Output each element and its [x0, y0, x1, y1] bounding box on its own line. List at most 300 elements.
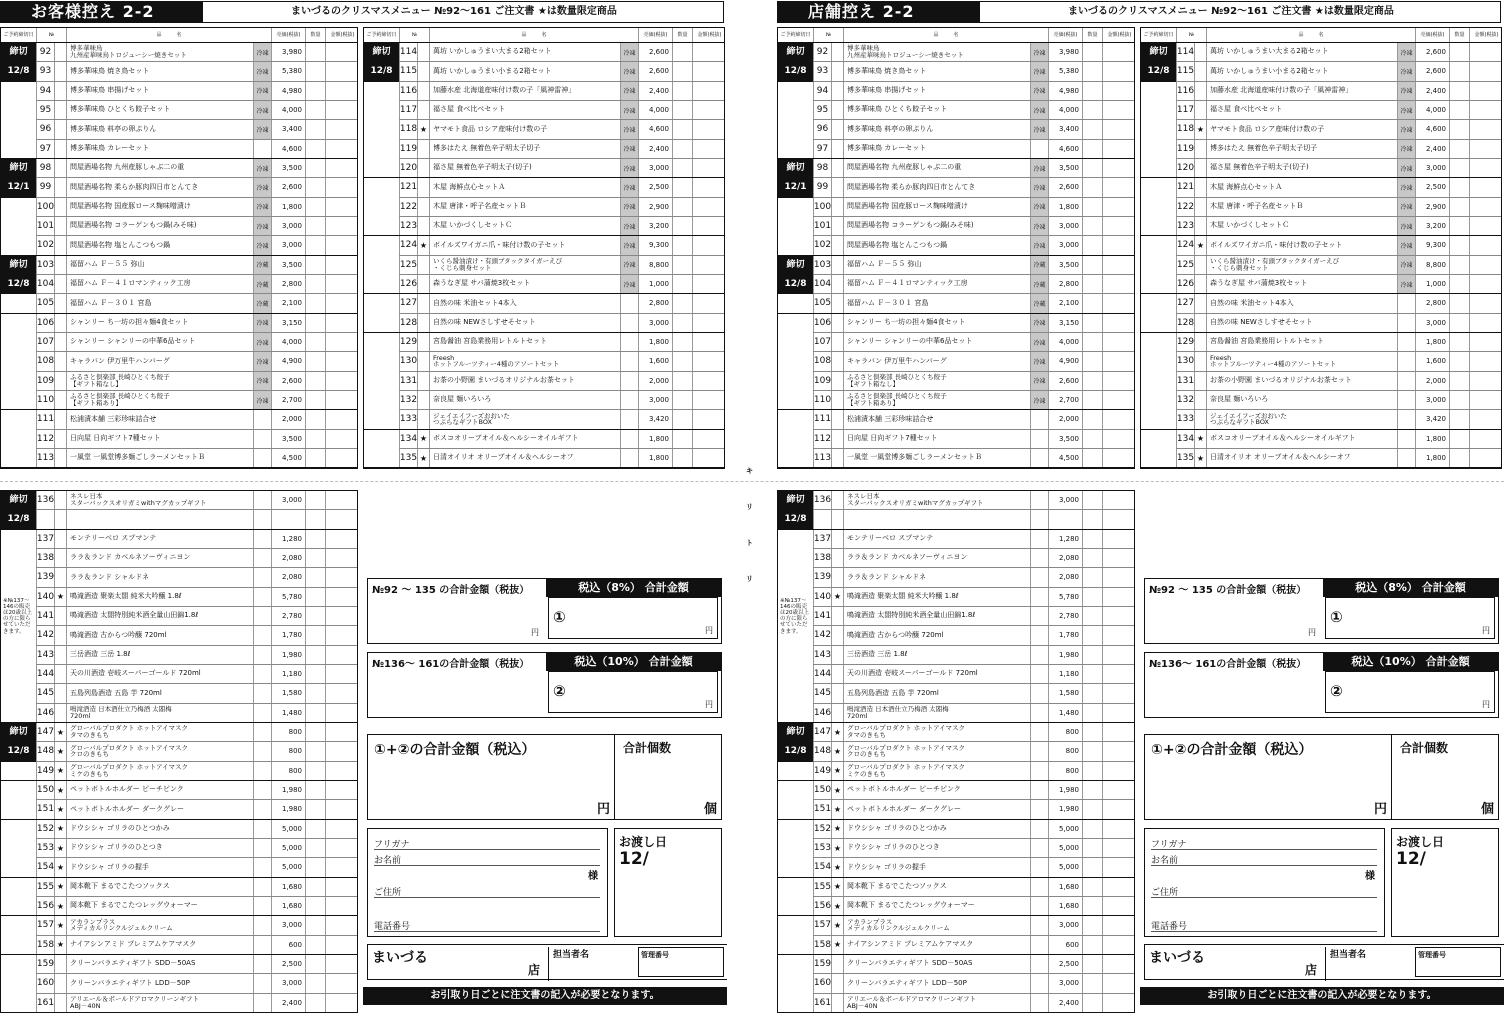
quantity-cell[interactable] — [1082, 43, 1102, 61]
amount-cell[interactable] — [1102, 916, 1136, 934]
amount-cell[interactable] — [1469, 101, 1503, 119]
quantity-cell[interactable] — [1449, 236, 1469, 254]
amount-cell[interactable] — [1102, 568, 1136, 586]
amount-cell[interactable] — [692, 43, 726, 61]
amount-cell[interactable] — [325, 762, 359, 780]
amount-cell[interactable] — [1469, 449, 1503, 467]
quantity-cell[interactable] — [305, 491, 325, 509]
quantity-cell[interactable] — [1082, 236, 1102, 254]
amount-cell[interactable] — [325, 120, 359, 138]
quantity-cell[interactable] — [1082, 62, 1102, 80]
amount-cell[interactable] — [1102, 120, 1136, 138]
amount-cell[interactable] — [1102, 510, 1136, 528]
quantity-cell[interactable] — [1449, 159, 1469, 177]
quantity-cell[interactable] — [305, 198, 325, 216]
furigana-field[interactable] — [374, 849, 600, 850]
quantity-cell[interactable] — [1082, 159, 1102, 177]
amount-cell[interactable] — [325, 839, 359, 857]
quantity-cell[interactable] — [1082, 256, 1102, 274]
quantity-cell[interactable] — [1449, 333, 1469, 351]
quantity-cell[interactable] — [1082, 607, 1102, 625]
quantity-cell[interactable] — [1082, 858, 1102, 876]
quantity-cell[interactable] — [1449, 430, 1469, 448]
amount-cell[interactable] — [1469, 391, 1503, 409]
delivery-date-box[interactable] — [1391, 828, 1499, 937]
amount-cell[interactable] — [1102, 198, 1136, 216]
quantity-cell[interactable] — [1082, 449, 1102, 467]
amount-cell[interactable] — [1102, 314, 1136, 332]
quantity-cell[interactable] — [1449, 275, 1469, 293]
amount-cell[interactable] — [1469, 198, 1503, 216]
quantity-cell[interactable] — [1082, 275, 1102, 293]
quantity-cell[interactable] — [305, 781, 325, 799]
amount-cell[interactable] — [692, 275, 726, 293]
tax8-input[interactable] — [1325, 597, 1495, 639]
amount-cell[interactable] — [325, 352, 359, 370]
amount-cell[interactable] — [325, 665, 359, 683]
amount-cell[interactable] — [692, 256, 726, 274]
amount-cell[interactable] — [692, 159, 726, 177]
amount-cell[interactable] — [1102, 936, 1136, 954]
amount-cell[interactable] — [325, 236, 359, 254]
amount-cell[interactable] — [325, 820, 359, 838]
amount-cell[interactable] — [325, 916, 359, 934]
quantity-cell[interactable] — [672, 178, 692, 196]
amount-cell[interactable] — [1102, 839, 1136, 857]
quantity-cell[interactable] — [672, 410, 692, 428]
quantity-cell[interactable] — [305, 217, 325, 235]
amount-cell[interactable] — [692, 449, 726, 467]
quantity-cell[interactable] — [672, 159, 692, 177]
quantity-cell[interactable] — [305, 120, 325, 138]
quantity-cell[interactable] — [305, 391, 325, 409]
quantity-cell[interactable] — [1449, 352, 1469, 370]
quantity-cell[interactable] — [1449, 140, 1469, 158]
quantity-cell[interactable] — [1082, 178, 1102, 196]
quantity-cell[interactable] — [305, 878, 325, 896]
amount-cell[interactable] — [1469, 410, 1503, 428]
amount-cell[interactable] — [325, 333, 359, 351]
quantity-cell[interactable] — [672, 333, 692, 351]
amount-cell[interactable] — [1102, 723, 1136, 741]
quantity-cell[interactable] — [305, 256, 325, 274]
quantity-cell[interactable] — [1082, 510, 1102, 528]
amount-cell[interactable] — [692, 430, 726, 448]
amount-cell[interactable] — [325, 800, 359, 818]
amount-cell[interactable] — [1102, 742, 1136, 760]
furigana-field[interactable] — [1151, 849, 1377, 850]
amount-cell[interactable] — [1469, 333, 1503, 351]
amount-cell[interactable] — [325, 723, 359, 741]
quantity-cell[interactable] — [1082, 955, 1102, 973]
amount-cell[interactable] — [325, 314, 359, 332]
quantity-cell[interactable] — [1082, 101, 1102, 119]
amount-cell[interactable] — [1469, 62, 1503, 80]
amount-cell[interactable] — [325, 159, 359, 177]
name-field[interactable] — [374, 865, 600, 866]
quantity-cell[interactable] — [1449, 217, 1469, 235]
amount-cell[interactable] — [692, 391, 726, 409]
amount-cell[interactable] — [325, 742, 359, 760]
quantity-cell[interactable] — [305, 974, 325, 992]
amount-cell[interactable] — [325, 491, 359, 509]
quantity-cell[interactable] — [1082, 410, 1102, 428]
amount-cell[interactable] — [692, 294, 726, 312]
quantity-cell[interactable] — [672, 101, 692, 119]
amount-cell[interactable] — [325, 684, 359, 702]
amount-cell[interactable] — [325, 626, 359, 644]
quantity-cell[interactable] — [305, 897, 325, 915]
amount-cell[interactable] — [1102, 588, 1136, 606]
quantity-cell[interactable] — [305, 568, 325, 586]
amount-cell[interactable] — [692, 82, 726, 100]
amount-cell[interactable] — [1102, 530, 1136, 548]
quantity-cell[interactable] — [305, 372, 325, 390]
amount-cell[interactable] — [325, 858, 359, 876]
quantity-cell[interactable] — [672, 352, 692, 370]
amount-cell[interactable] — [1102, 82, 1136, 100]
amount-cell[interactable] — [1102, 410, 1136, 428]
quantity-cell[interactable] — [305, 449, 325, 467]
quantity-cell[interactable] — [305, 820, 325, 838]
quantity-cell[interactable] — [1082, 140, 1102, 158]
amount-cell[interactable] — [692, 372, 726, 390]
quantity-cell[interactable] — [1082, 294, 1102, 312]
quantity-cell[interactable] — [1449, 410, 1469, 428]
address-field[interactable] — [1151, 897, 1377, 898]
amount-cell[interactable] — [325, 140, 359, 158]
quantity-cell[interactable] — [1082, 626, 1102, 644]
tax8-input[interactable] — [548, 597, 718, 639]
quantity-cell[interactable] — [305, 762, 325, 780]
phone-field[interactable] — [1151, 931, 1377, 932]
amount-cell[interactable] — [1469, 159, 1503, 177]
count-input[interactable] — [1394, 735, 1498, 819]
quantity-cell[interactable] — [1082, 897, 1102, 915]
quantity-cell[interactable] — [305, 236, 325, 254]
quantity-cell[interactable] — [672, 62, 692, 80]
quantity-cell[interactable] — [305, 936, 325, 954]
amount-cell[interactable] — [1102, 352, 1136, 370]
amount-cell[interactable] — [692, 236, 726, 254]
amount-cell[interactable] — [692, 101, 726, 119]
amount-cell[interactable] — [1102, 781, 1136, 799]
quantity-cell[interactable] — [305, 140, 325, 158]
amount-cell[interactable] — [1102, 820, 1136, 838]
tax10-input[interactable] — [548, 671, 718, 713]
amount-cell[interactable] — [1469, 178, 1503, 196]
amount-cell[interactable] — [325, 449, 359, 467]
quantity-cell[interactable] — [305, 82, 325, 100]
quantity-cell[interactable] — [672, 294, 692, 312]
amount-cell[interactable] — [1102, 974, 1136, 992]
quantity-cell[interactable] — [305, 858, 325, 876]
name-field[interactable] — [1151, 865, 1377, 866]
quantity-cell[interactable] — [672, 43, 692, 61]
quantity-cell[interactable] — [1449, 62, 1469, 80]
quantity-cell[interactable] — [1082, 120, 1102, 138]
amount-cell[interactable] — [325, 994, 359, 1012]
amount-cell[interactable] — [692, 410, 726, 428]
amount-cell[interactable] — [1102, 430, 1136, 448]
amount-cell[interactable] — [325, 82, 359, 100]
phone-field[interactable] — [374, 931, 600, 932]
amount-cell[interactable] — [1102, 217, 1136, 235]
quantity-cell[interactable] — [305, 352, 325, 370]
amount-cell[interactable] — [1102, 626, 1136, 644]
quantity-cell[interactable] — [305, 62, 325, 80]
quantity-cell[interactable] — [1449, 82, 1469, 100]
quantity-cell[interactable] — [1082, 352, 1102, 370]
quantity-cell[interactable] — [305, 101, 325, 119]
amount-cell[interactable] — [1469, 43, 1503, 61]
amount-cell[interactable] — [1102, 294, 1136, 312]
amount-cell[interactable] — [1469, 275, 1503, 293]
quantity-cell[interactable] — [305, 510, 325, 528]
amount-cell[interactable] — [325, 878, 359, 896]
quantity-cell[interactable] — [305, 549, 325, 567]
quantity-cell[interactable] — [305, 314, 325, 332]
quantity-cell[interactable] — [1449, 43, 1469, 61]
amount-cell[interactable] — [692, 120, 726, 138]
amount-cell[interactable] — [325, 430, 359, 448]
quantity-cell[interactable] — [1449, 198, 1469, 216]
quantity-cell[interactable] — [1082, 800, 1102, 818]
quantity-cell[interactable] — [1449, 449, 1469, 467]
quantity-cell[interactable] — [305, 994, 325, 1012]
amount-cell[interactable] — [1102, 878, 1136, 896]
amount-cell[interactable] — [1469, 120, 1503, 138]
amount-cell[interactable] — [1102, 955, 1136, 973]
quantity-cell[interactable] — [305, 626, 325, 644]
quantity-cell[interactable] — [672, 198, 692, 216]
quantity-cell[interactable] — [672, 120, 692, 138]
grand-total-input[interactable] — [1145, 735, 1392, 819]
amount-cell[interactable] — [1469, 236, 1503, 254]
amount-cell[interactable] — [325, 372, 359, 390]
quantity-cell[interactable] — [1082, 704, 1102, 722]
amount-cell[interactable] — [1102, 704, 1136, 722]
amount-cell[interactable] — [1102, 449, 1136, 467]
quantity-cell[interactable] — [1082, 974, 1102, 992]
amount-cell[interactable] — [325, 781, 359, 799]
amount-cell[interactable] — [325, 955, 359, 973]
quantity-cell[interactable] — [1082, 568, 1102, 586]
quantity-cell[interactable] — [1449, 372, 1469, 390]
quantity-cell[interactable] — [672, 314, 692, 332]
amount-cell[interactable] — [325, 510, 359, 528]
amount-cell[interactable] — [1102, 178, 1136, 196]
amount-cell[interactable] — [325, 217, 359, 235]
quantity-cell[interactable] — [305, 410, 325, 428]
address-field[interactable] — [374, 897, 600, 898]
amount-cell[interactable] — [692, 217, 726, 235]
quantity-cell[interactable] — [672, 82, 692, 100]
quantity-cell[interactable] — [1082, 723, 1102, 741]
quantity-cell[interactable] — [672, 372, 692, 390]
quantity-cell[interactable] — [305, 646, 325, 664]
amount-cell[interactable] — [1102, 491, 1136, 509]
staff-field[interactable]: 担当者名 — [548, 947, 589, 981]
quantity-cell[interactable] — [1082, 391, 1102, 409]
amount-cell[interactable] — [325, 530, 359, 548]
quantity-cell[interactable] — [1082, 314, 1102, 332]
count-input[interactable] — [617, 735, 721, 819]
amount-cell[interactable] — [325, 607, 359, 625]
quantity-cell[interactable] — [305, 178, 325, 196]
amount-cell[interactable] — [325, 391, 359, 409]
quantity-cell[interactable] — [305, 955, 325, 973]
amount-cell[interactable] — [1102, 549, 1136, 567]
quantity-cell[interactable] — [1082, 430, 1102, 448]
amount-cell[interactable] — [1102, 762, 1136, 780]
quantity-cell[interactable] — [1449, 314, 1469, 332]
quantity-cell[interactable] — [305, 588, 325, 606]
amount-cell[interactable] — [1469, 294, 1503, 312]
amount-cell[interactable] — [325, 549, 359, 567]
quantity-cell[interactable] — [305, 294, 325, 312]
quantity-cell[interactable] — [1082, 491, 1102, 509]
amount-cell[interactable] — [1469, 140, 1503, 158]
quantity-cell[interactable] — [1449, 294, 1469, 312]
quantity-cell[interactable] — [305, 916, 325, 934]
staff-field[interactable]: 担当者名 — [1325, 947, 1366, 981]
quantity-cell[interactable] — [1449, 391, 1469, 409]
amount-cell[interactable] — [325, 101, 359, 119]
quantity-cell[interactable] — [1082, 994, 1102, 1012]
amount-cell[interactable] — [325, 974, 359, 992]
amount-cell[interactable] — [1102, 800, 1136, 818]
quantity-cell[interactable] — [305, 723, 325, 741]
quantity-cell[interactable] — [672, 256, 692, 274]
amount-cell[interactable] — [325, 704, 359, 722]
amount-cell[interactable] — [1102, 140, 1136, 158]
amount-cell[interactable] — [325, 62, 359, 80]
quantity-cell[interactable] — [305, 275, 325, 293]
amount-cell[interactable] — [325, 43, 359, 61]
tax10-input[interactable] — [1325, 671, 1495, 713]
quantity-cell[interactable] — [1082, 549, 1102, 567]
quantity-cell[interactable] — [1449, 101, 1469, 119]
quantity-cell[interactable] — [672, 140, 692, 158]
amount-cell[interactable] — [1102, 994, 1136, 1012]
quantity-cell[interactable] — [1082, 762, 1102, 780]
quantity-cell[interactable] — [1449, 120, 1469, 138]
amount-cell[interactable] — [1102, 665, 1136, 683]
amount-cell[interactable] — [1102, 372, 1136, 390]
amount-cell[interactable] — [325, 897, 359, 915]
amount-cell[interactable] — [1102, 101, 1136, 119]
amount-cell[interactable] — [692, 62, 726, 80]
quantity-cell[interactable] — [1082, 333, 1102, 351]
quantity-cell[interactable] — [1082, 198, 1102, 216]
quantity-cell[interactable] — [1082, 372, 1102, 390]
quantity-cell[interactable] — [305, 839, 325, 857]
quantity-cell[interactable] — [305, 333, 325, 351]
quantity-cell[interactable] — [672, 217, 692, 235]
amount-cell[interactable] — [325, 294, 359, 312]
amount-cell[interactable] — [1102, 236, 1136, 254]
quantity-cell[interactable] — [305, 742, 325, 760]
amount-cell[interactable] — [692, 178, 726, 196]
quantity-cell[interactable] — [1082, 646, 1102, 664]
management-number-field[interactable] — [638, 947, 724, 977]
amount-cell[interactable] — [1469, 430, 1503, 448]
amount-cell[interactable] — [1102, 858, 1136, 876]
quantity-cell[interactable] — [1082, 936, 1102, 954]
quantity-cell[interactable] — [672, 236, 692, 254]
amount-cell[interactable] — [325, 936, 359, 954]
amount-cell[interactable] — [1102, 62, 1136, 80]
amount-cell[interactable] — [1102, 646, 1136, 664]
quantity-cell[interactable] — [1082, 588, 1102, 606]
amount-cell[interactable] — [325, 410, 359, 428]
amount-cell[interactable] — [325, 178, 359, 196]
quantity-cell[interactable] — [305, 684, 325, 702]
quantity-cell[interactable] — [1082, 684, 1102, 702]
quantity-cell[interactable] — [1082, 217, 1102, 235]
amount-cell[interactable] — [325, 198, 359, 216]
quantity-cell[interactable] — [305, 800, 325, 818]
quantity-cell[interactable] — [1449, 178, 1469, 196]
amount-cell[interactable] — [1469, 256, 1503, 274]
quantity-cell[interactable] — [1082, 665, 1102, 683]
amount-cell[interactable] — [1102, 607, 1136, 625]
amount-cell[interactable] — [325, 568, 359, 586]
quantity-cell[interactable] — [305, 607, 325, 625]
quantity-cell[interactable] — [672, 449, 692, 467]
quantity-cell[interactable] — [672, 430, 692, 448]
quantity-cell[interactable] — [1082, 530, 1102, 548]
amount-cell[interactable] — [325, 256, 359, 274]
quantity-cell[interactable] — [305, 665, 325, 683]
amount-cell[interactable] — [1102, 391, 1136, 409]
amount-cell[interactable] — [325, 275, 359, 293]
amount-cell[interactable] — [1469, 217, 1503, 235]
quantity-cell[interactable] — [672, 275, 692, 293]
amount-cell[interactable] — [692, 352, 726, 370]
amount-cell[interactable] — [1469, 82, 1503, 100]
amount-cell[interactable] — [1102, 684, 1136, 702]
quantity-cell[interactable] — [305, 530, 325, 548]
quantity-cell[interactable] — [1082, 781, 1102, 799]
amount-cell[interactable] — [692, 198, 726, 216]
quantity-cell[interactable] — [305, 43, 325, 61]
amount-cell[interactable] — [1102, 256, 1136, 274]
quantity-cell[interactable] — [1082, 820, 1102, 838]
amount-cell[interactable] — [1469, 352, 1503, 370]
amount-cell[interactable] — [325, 588, 359, 606]
quantity-cell[interactable] — [1082, 878, 1102, 896]
quantity-cell[interactable] — [1449, 256, 1469, 274]
quantity-cell[interactable] — [672, 391, 692, 409]
amount-cell[interactable] — [1102, 43, 1136, 61]
quantity-cell[interactable] — [305, 704, 325, 722]
amount-cell[interactable] — [1102, 275, 1136, 293]
delivery-date-box[interactable] — [614, 828, 722, 937]
amount-cell[interactable] — [692, 314, 726, 332]
management-number-field[interactable] — [1415, 947, 1501, 977]
amount-cell[interactable] — [325, 646, 359, 664]
amount-cell[interactable] — [1102, 333, 1136, 351]
quantity-cell[interactable] — [305, 430, 325, 448]
grand-total-input[interactable] — [368, 735, 615, 819]
amount-cell[interactable] — [692, 140, 726, 158]
amount-cell[interactable] — [1469, 372, 1503, 390]
amount-cell[interactable] — [692, 333, 726, 351]
amount-cell[interactable] — [1102, 897, 1136, 915]
quantity-cell[interactable] — [1082, 82, 1102, 100]
